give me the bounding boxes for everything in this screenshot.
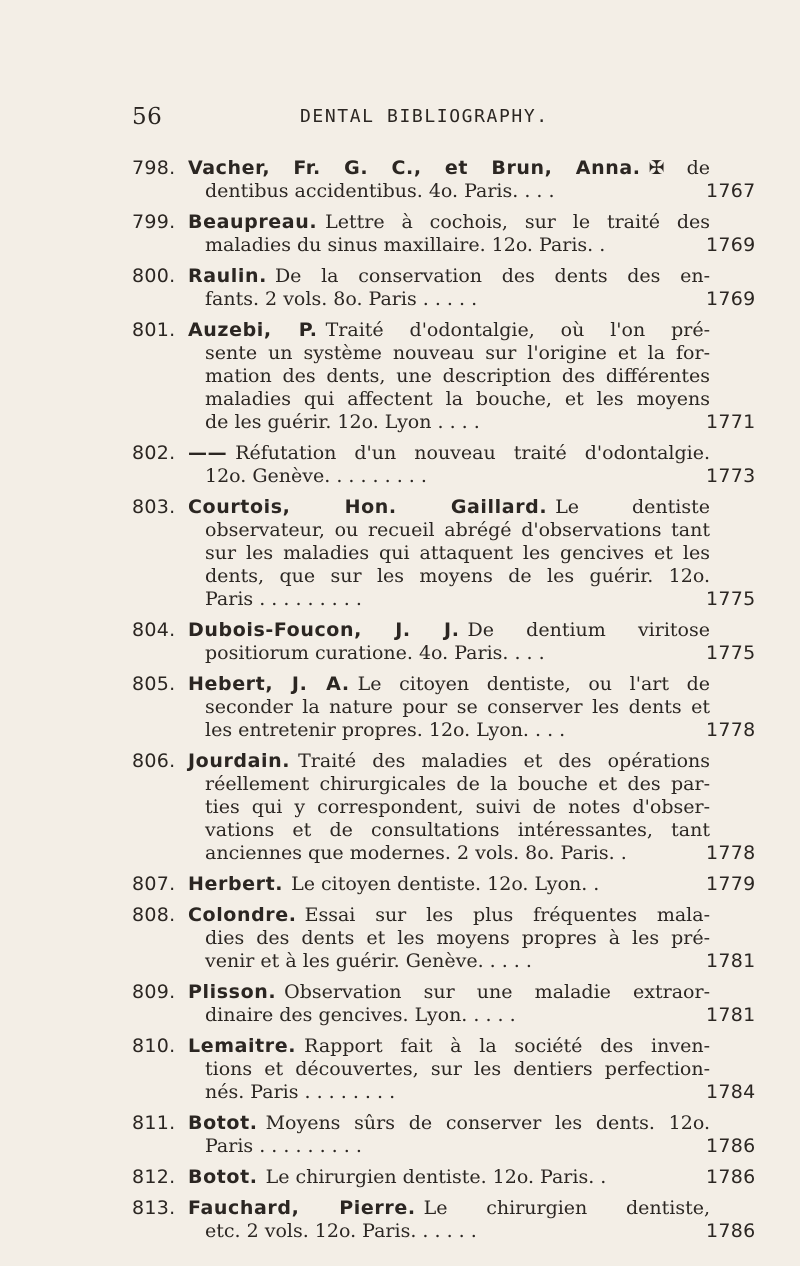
entry-text: dies des dents et les moyens propres à les pré-	[205, 927, 710, 949]
entry-line	[0, 211, 800, 234]
entry-text: dents, que sur les moyens de les guérir. 12o.	[205, 565, 710, 587]
entry-year: 1779	[706, 873, 756, 895]
entry-line	[0, 588, 800, 611]
entry-year: 1786	[706, 1135, 756, 1157]
bibliography-entry	[0, 673, 800, 742]
entry-line	[0, 1058, 800, 1081]
entry-year: 1778	[706, 842, 756, 864]
entry-number: 808.	[132, 904, 176, 926]
entry-text: vations et de consultations intéressantes, tant	[205, 819, 710, 841]
entry-text: réellement chirurgicales de la bouche et des par-	[205, 773, 710, 795]
entry-line	[0, 1081, 800, 1104]
entry-year: 1786	[706, 1166, 756, 1188]
entry-line	[0, 1004, 800, 1027]
entry-line	[0, 265, 800, 288]
entry-text: Auzebi, P. Traité d'odontalgie, où l'on pré-	[188, 319, 710, 341]
entry-line	[0, 873, 800, 896]
entry-text: de les guérir. 12o. Lyon . . . .	[205, 411, 480, 433]
entry-author: Plisson.	[188, 981, 277, 1003]
entry-text: Jourdain. Traité des maladies et des opérations	[188, 750, 710, 772]
entry-number: 807.	[132, 873, 176, 895]
running-title: DENTAL BIBLIOGRAPHY.	[300, 106, 549, 127]
entry-number: 810.	[132, 1035, 176, 1057]
bibliography-entry	[0, 1112, 800, 1158]
bibliography-entry	[0, 873, 800, 896]
entry-line	[0, 950, 800, 973]
entry-number: 799.	[132, 211, 176, 233]
entry-year: 1767	[706, 180, 756, 202]
entry-number: 800.	[132, 265, 176, 287]
entry-line	[0, 365, 800, 388]
entry-text: maladies qui affectent la bouche, et les moyens	[205, 388, 710, 410]
entry-line	[0, 773, 800, 796]
entry-number: 798.	[132, 157, 176, 179]
entry-text: tions et découvertes, sur les dentiers perfection-	[205, 1058, 710, 1080]
entry-line	[0, 496, 800, 519]
entry-line	[0, 319, 800, 342]
entry-line	[0, 342, 800, 365]
bibliography-entry	[0, 442, 800, 488]
entry-line	[0, 565, 800, 588]
entry-text: Fauchard, Pierre. Le chirurgien dentiste,	[188, 1197, 711, 1219]
entry-number: 811.	[132, 1112, 176, 1134]
entry-number: 806.	[132, 750, 176, 772]
entry-line	[0, 842, 800, 865]
entry-author: Vacher, Fr. G. C., et Brun, Anna.	[188, 157, 641, 179]
entry-line	[0, 465, 800, 488]
entry-line	[0, 696, 800, 719]
entry-text: Paris . . . . . . . . .	[205, 588, 362, 610]
entry-text: observateur, ou recueil abrégé d'observations tant	[205, 519, 710, 541]
entry-year: 1781	[706, 1004, 756, 1026]
bibliography-list	[0, 157, 800, 1251]
bibliography-entry	[0, 265, 800, 311]
bibliography-entry	[0, 619, 800, 665]
bibliography-entry	[0, 1166, 800, 1189]
entry-text: dentibus accidentibus. 4o. Paris. . . .	[205, 180, 555, 202]
entry-year: 1775	[706, 588, 756, 610]
entry-number: 813.	[132, 1197, 176, 1219]
entry-text: Vacher, Fr. G. C., et Brun, Anna. ✠ de	[188, 157, 710, 179]
entry-line	[0, 819, 800, 842]
entry-line	[0, 673, 800, 696]
entry-line	[0, 719, 800, 742]
entry-number: 809.	[132, 981, 176, 1003]
entry-line	[0, 519, 800, 542]
entry-author: Fauchard, Pierre.	[188, 1197, 416, 1219]
entry-author: Courtois, Hon. Gaillard.	[188, 496, 548, 518]
entry-line	[0, 1112, 800, 1135]
entry-text: les entretenir propres. 12o. Lyon. . . .	[205, 719, 566, 741]
bibliography-entry	[0, 211, 800, 257]
page-header	[0, 104, 800, 136]
entry-line	[0, 796, 800, 819]
entry-text: venir et à les guérir. Genève. . . . .	[205, 950, 532, 972]
entry-line	[0, 411, 800, 434]
entry-text: Courtois, Hon. Gaillard. Le dentiste	[188, 496, 710, 518]
entry-text: Dubois-Foucon, J. J. De dentium viritose	[188, 619, 710, 641]
entry-line	[0, 750, 800, 773]
entry-year: 1786	[706, 1220, 756, 1242]
entry-text: Lemaitre. Rapport fait à la société des inven-	[188, 1035, 710, 1057]
entry-author: Raulin.	[188, 265, 267, 287]
entry-text: positiorum curatione. 4o. Paris. . . .	[205, 642, 545, 664]
entry-author: Botot.	[188, 1166, 258, 1188]
entry-author: Botot.	[188, 1112, 258, 1134]
entry-number: 804.	[132, 619, 176, 641]
entry-text: fants. 2 vols. 8o. Paris . . . . .	[205, 288, 478, 310]
entry-author: Jourdain.	[188, 750, 291, 772]
entry-text: —— Réfutation d'un nouveau traité d'odontalgie.	[188, 442, 710, 464]
entry-line	[0, 1197, 800, 1220]
entry-line	[0, 180, 800, 203]
entry-text: Colondre. Essai sur les plus fréquentes mala-	[188, 904, 710, 926]
entry-line	[0, 442, 800, 465]
entry-text: Botot. Moyens sûrs de conserver les dents. 12o.	[188, 1112, 710, 1134]
entry-text: maladies du sinus maxillaire. 12o. Paris. .	[205, 234, 606, 256]
entry-line	[0, 288, 800, 311]
entry-number: 812.	[132, 1166, 176, 1188]
bibliography-entry	[0, 1197, 800, 1243]
entry-author: Lemaitre.	[188, 1035, 297, 1057]
entry-text: dinaire des gencives. Lyon. . . . .	[205, 1004, 516, 1026]
entry-line	[0, 642, 800, 665]
entry-text: nés. Paris . . . . . . . .	[205, 1081, 396, 1103]
entry-line	[0, 234, 800, 257]
entry-line	[0, 1135, 800, 1158]
entry-line	[0, 927, 800, 950]
entry-year: 1773	[706, 465, 756, 487]
entry-text: ties qui y correspondent, suivi de notes d'obser-	[205, 796, 710, 818]
page-number: 56	[132, 104, 163, 130]
entry-line	[0, 1220, 800, 1243]
entry-line	[0, 981, 800, 1004]
bibliography-entry	[0, 496, 800, 611]
entry-year: 1771	[706, 411, 756, 433]
entry-text: Raulin. De la conservation des dents des en-	[188, 265, 710, 287]
entry-line	[0, 619, 800, 642]
bibliography-entry	[0, 319, 800, 434]
entry-author: Herbert.	[188, 873, 284, 895]
entry-text: Herbert. Le citoyen dentiste. 12o. Lyon. .	[188, 873, 600, 895]
entry-year: 1775	[706, 642, 756, 664]
entry-author: Colondre.	[188, 904, 297, 926]
entry-number: 803.	[132, 496, 176, 518]
entry-text: sente un système nouveau sur l'origine et la for-	[205, 342, 710, 364]
entry-line	[0, 1035, 800, 1058]
bibliography-entry	[0, 1035, 800, 1104]
entry-number: 802.	[132, 442, 176, 464]
entry-text: Plisson. Observation sur une maladie extraor-	[188, 981, 710, 1003]
entry-line	[0, 542, 800, 565]
bibliography-entry	[0, 981, 800, 1027]
entry-author: Hebert, J. A.	[188, 673, 350, 695]
entry-text: sur les maladies qui attaquent les gencives et les	[205, 542, 710, 564]
entry-year: 1769	[706, 234, 756, 256]
entry-line	[0, 1166, 800, 1189]
bibliography-entry	[0, 904, 800, 973]
entry-author: Dubois-Foucon, J. J.	[188, 619, 460, 641]
entry-text: Botot. Le chirurgien dentiste. 12o. Paris. .	[188, 1166, 607, 1188]
entry-text: Hebert, J. A. Le citoyen dentiste, ou l'art de	[188, 673, 710, 695]
entry-number: 805.	[132, 673, 176, 695]
bibliography-entry	[0, 157, 800, 203]
entry-author: ——	[188, 442, 228, 464]
entry-number: 801.	[132, 319, 176, 341]
entry-year: 1778	[706, 719, 756, 741]
entry-year: 1784	[706, 1081, 756, 1103]
entry-year: 1781	[706, 950, 756, 972]
entry-line	[0, 388, 800, 411]
entry-text: Beaupreau. Lettre à cochois, sur le traité des	[188, 211, 710, 233]
entry-text: mation des dents, une description des différentes	[205, 365, 710, 387]
entry-year: 1769	[706, 288, 756, 310]
bibliography-entry	[0, 750, 800, 865]
entry-author: Beaupreau.	[188, 211, 318, 233]
entry-text: Paris . . . . . . . . .	[205, 1135, 362, 1157]
entry-text: 12o. Genève. . . . . . . . .	[205, 465, 427, 487]
entry-text: etc. 2 vols. 12o. Paris. . . . . .	[205, 1220, 477, 1242]
entry-text: seconder la nature pour se conserver les dents et	[205, 696, 710, 718]
entry-line	[0, 904, 800, 927]
entry-line	[0, 157, 800, 180]
entry-author: Auzebi, P.	[188, 319, 318, 341]
entry-text: anciennes que modernes. 2 vols. 8o. Paris. .	[205, 842, 627, 864]
